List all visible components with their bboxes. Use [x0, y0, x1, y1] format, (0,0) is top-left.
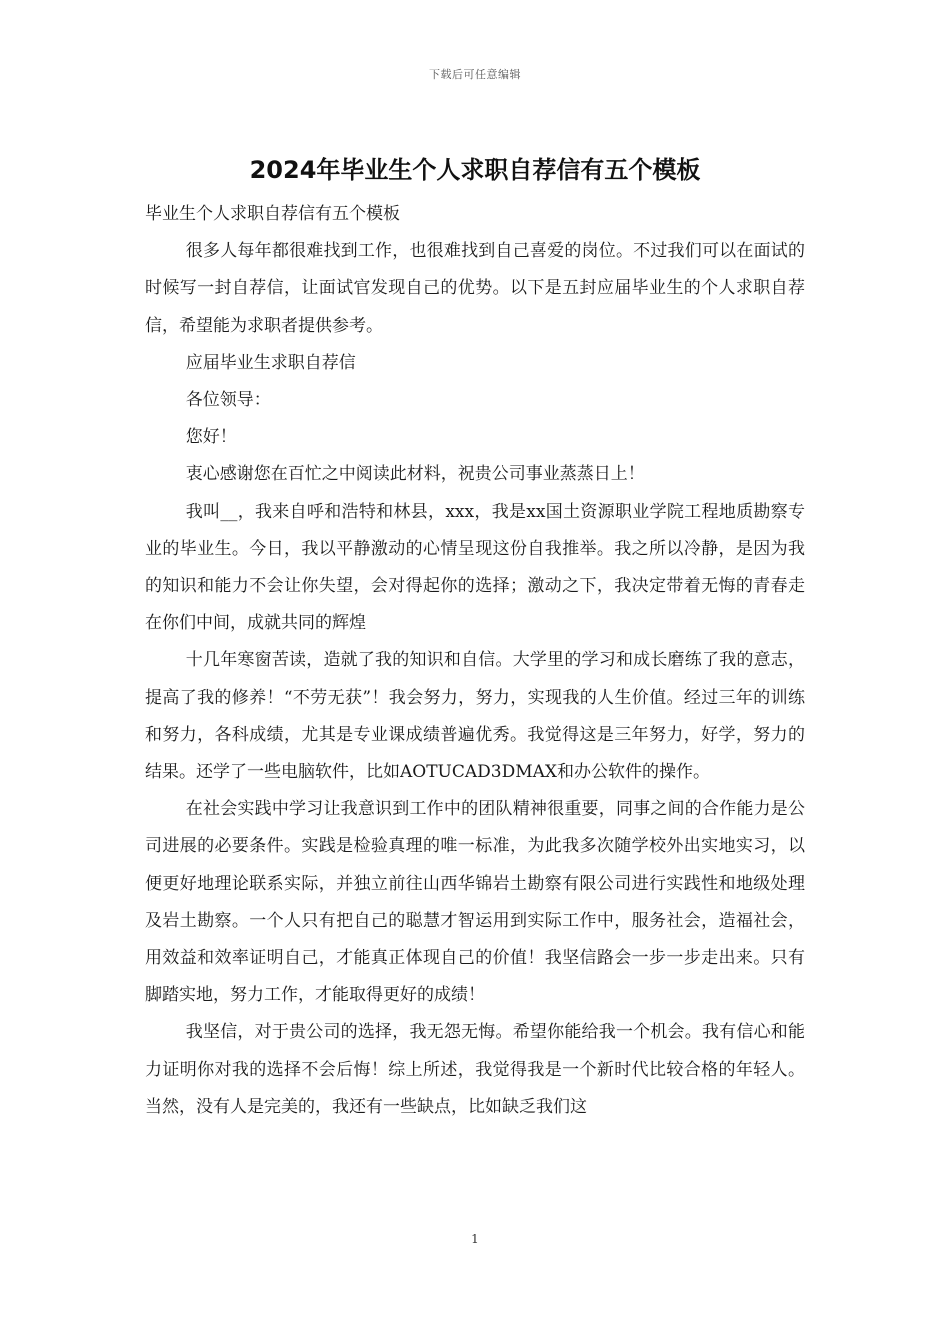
intro-paragraph: 很多人每年都很难找到工作，也很难找到自己喜爱的岗位。不过我们可以在面试的时候写一封自荐信，让面试官发现自己的优势。以下是五封应届毕业生的个人求职自荐信，希望能为求职者提供参考。	[145, 241, 805, 336]
document-title: 2024年毕业生个人求职自荐信有五个模板	[249, 156, 701, 184]
greeting: 您好！	[185, 427, 237, 448]
conclusion-paragraph: 我坚信，对于贵公司的选择，我无怨无悔。希望你能给我一个机会。我有信心和能力证明你对我的选择不会后悔！综上所述，我觉得我是一个新时代比较合格的年轻人。当然，没有人是完美的，我还有一些缺点，比如缺乏我们这	[145, 1022, 805, 1117]
page-number: 1	[471, 1232, 479, 1246]
study-paragraph: 十几年寒窗苦读，造就了我的知识和自信。大学里的学习和成长磨练了我的意志，提高了我的修养！“不劳无获”！我会努力，努力，实现我的人生价值。经过三年的训练和努力，各科成绩，尤其是专业课成绩普遍优秀。我觉得这是三年努力，好学，努力的结果。还学了一些电脑软件，比如AOTUCAD3DMAX和办公软件的操作。	[145, 650, 805, 783]
thanks-paragraph: 衷心感谢您在百忙之中阅读此材料，祝贵公司事业蒸蒸日上！	[185, 464, 645, 485]
page-header-note: 下载后可任意编辑	[429, 68, 521, 81]
letter-heading: 应届毕业生求职自荐信	[185, 352, 356, 373]
document-body	[145, 196, 805, 1126]
self-introduction-paragraph: 我叫__，我来自呼和浩特和林县，xxx，我是xx国土资源职业学院工程地质勘察专业的毕业生。今日，我以平静激动的心情呈现这份自我推举。我之所以冷静，是因为我的知识和能力不会让你失望，会对得起你的选择；激动之下，我决定带着无悔的青春走在你们中间，成就共同的辉煌	[145, 501, 805, 634]
subtitle-paragraph: 毕业生个人求职自荐信有五个模板	[145, 204, 400, 224]
salutation: 各位领导：	[185, 390, 271, 411]
practice-paragraph: 在社会实践中学习让我意识到工作中的团队精神很重要，同事之间的合作能力是公司进展的必要条件。实践是检验真理的唯一标准，为此我多次随学校外出实地实习，以便更好地理论联系实际，并独立前往山西华锦岩土勘察有限公司进行实践性和地级处理及岩土勘察。一个人只有把自己的聪慧才智运用到实际工作中，服务社会，造福社会，用效益和效率证明自己，才能真正体现自己的价值！我坚信路会一步一步走出来。只有脚踏实地，努力工作，才能取得更好的成绩！	[145, 799, 805, 1006]
